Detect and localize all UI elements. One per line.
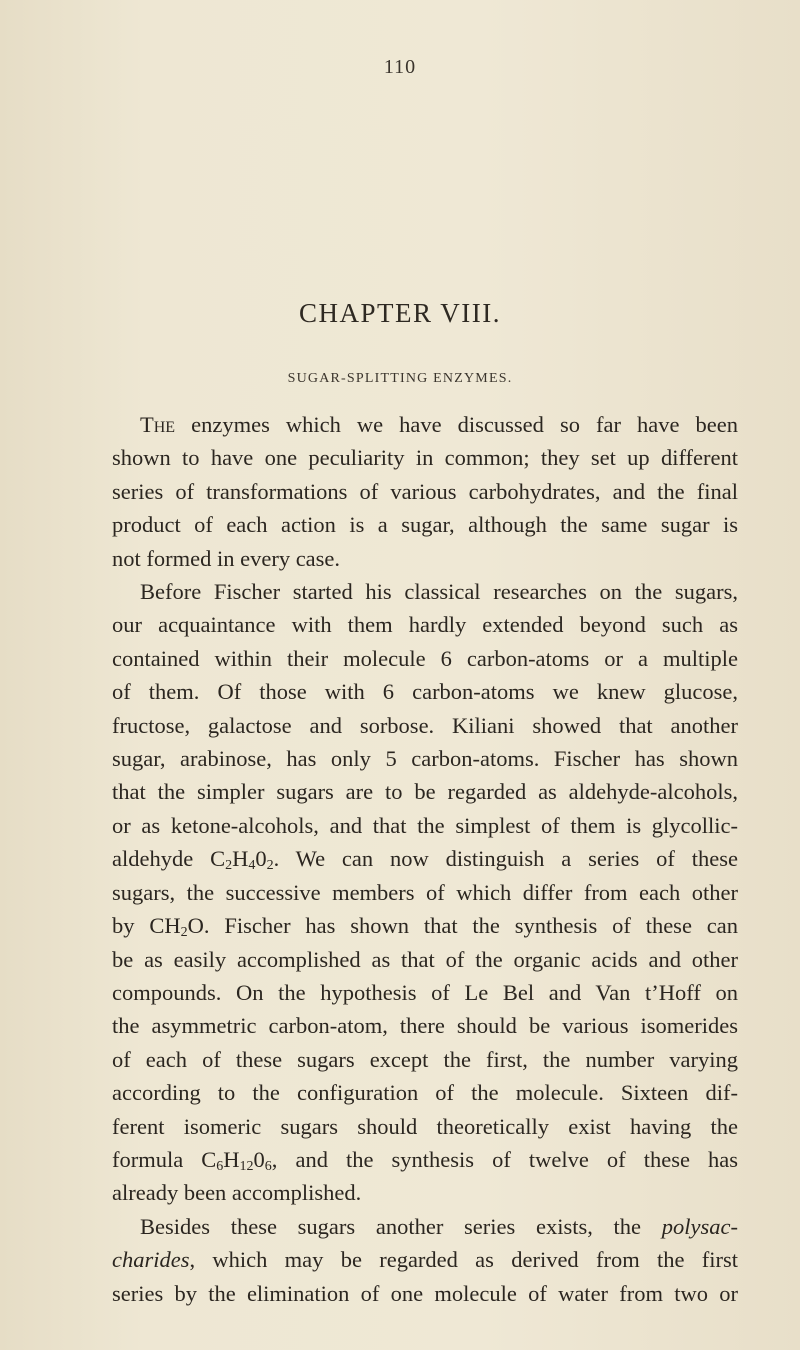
- formula-subscript: 6: [216, 1158, 224, 1174]
- formula-subscript: 12: [239, 1158, 254, 1174]
- text-line: [112, 876, 738, 909]
- text-line: [112, 608, 738, 641]
- formula-subscript: 6: [264, 1158, 272, 1174]
- text-line: [112, 1076, 738, 1109]
- line-text: product of each action is a sugar, although the same sugar is: [112, 512, 738, 538]
- formula-subscript: 4: [248, 858, 256, 874]
- line-text: sugar, arabinose, has only 5 carbon-atoms. Fischer has shown: [112, 746, 738, 772]
- text-line: [112, 1043, 738, 1076]
- text-line: [112, 642, 738, 675]
- text-line: [112, 1243, 738, 1276]
- formula-subscript: 2: [180, 925, 188, 941]
- chapter-title: CHAPTER VIII.: [298, 298, 501, 328]
- page-number: 110: [383, 56, 417, 78]
- line-text: shown to have one peculiarity in common; they set up different: [112, 445, 738, 471]
- line-text: series of transformations of various carbohydrates, and the final: [112, 478, 738, 504]
- lead-word: The: [140, 412, 176, 437]
- line-text: be as easily accomplished as that of the organic acids and other: [112, 946, 738, 972]
- text-line: [112, 775, 738, 808]
- text-line: [112, 742, 738, 775]
- line-text: not formed in every case.: [112, 545, 341, 571]
- line-text: Before Fischer started his classical researches on the sugars,: [140, 579, 738, 605]
- text-line: [112, 1143, 738, 1176]
- text-line: [112, 1277, 738, 1310]
- line-text: formula C: [112, 1146, 217, 1172]
- text-line: [112, 508, 738, 541]
- line-text: Besides these sugars another series exists, the: [140, 1213, 662, 1239]
- text-line: [112, 809, 738, 842]
- formula-symbol: 0: [255, 846, 267, 872]
- formula-subscript: 2: [225, 858, 233, 874]
- line-text: of them. Of those with 6 carbon-atoms we knew glucose,: [112, 679, 738, 705]
- line-text: that the simpler sugars are to be regarded as aldehyde-alcohols,: [112, 779, 738, 805]
- line-text: O. Fischer has shown that the synthesis of these can: [187, 913, 738, 939]
- formula-symbol: H: [232, 846, 249, 872]
- text-line: [112, 709, 738, 742]
- line-text: of each of these sugars except the first, the number varying: [112, 1046, 738, 1072]
- paragraph: [112, 1210, 738, 1310]
- text-line: [112, 1009, 738, 1042]
- formula-symbol: 0: [253, 1146, 265, 1172]
- text-line: [112, 441, 738, 474]
- text-line: [112, 943, 738, 976]
- line-text: according to the configuration of the molecule. Sixteen dif-: [112, 1080, 738, 1106]
- line-text: our acquaintance with them hardly extended beyond such as: [112, 612, 738, 638]
- text-line: [112, 909, 738, 942]
- line-text: , which may be regarded as derived from the first: [189, 1247, 738, 1273]
- italic-term: polysac-: [661, 1213, 738, 1239]
- text-line: [112, 1110, 738, 1143]
- paragraph: [112, 575, 738, 1210]
- line-text: the asymmetric carbon-atom, there should be various isomerides: [112, 1013, 738, 1039]
- line-text: compounds. On the hypothesis of Le Bel and Van t’Hoff on: [112, 979, 738, 1005]
- chapter-subtitle: SUGAR-SPLITTING ENZYMES.: [287, 371, 513, 386]
- text-line: [112, 675, 738, 708]
- line-text: by CH: [112, 913, 181, 939]
- text-line: [112, 842, 738, 875]
- text-line: [112, 542, 738, 575]
- text-line: [112, 976, 738, 1009]
- line-text: aldehyde C: [112, 846, 226, 872]
- formula-symbol: H: [223, 1146, 240, 1172]
- line-text: sugars, the successive members of which differ from each other: [112, 879, 738, 905]
- line-text: contained within their molecule 6 carbon-atoms or a multiple: [112, 645, 738, 671]
- text-line: [112, 408, 738, 441]
- text-line: [112, 1176, 738, 1209]
- line-text: fructose, galactose and sorbose. Kiliani showed that another: [112, 712, 738, 738]
- paragraph: [112, 408, 738, 575]
- line-text: enzymes which we have discussed so far have been: [175, 412, 738, 437]
- text-line: [112, 475, 738, 508]
- line-text: . We can now distinguish a series of these: [273, 846, 738, 872]
- line-text: series by the elimination of one molecule of water from two or: [112, 1280, 738, 1306]
- line-text: ferent isomeric sugars should theoretically exist having the: [112, 1113, 738, 1139]
- line-text: already been accomplished.: [112, 1180, 362, 1206]
- body-text: [112, 408, 738, 1310]
- italic-term: charides: [112, 1247, 190, 1273]
- text-line: [112, 1210, 738, 1243]
- line-text: or as ketone-alcohols, and that the simplest of them is glycollic-: [112, 812, 738, 838]
- line-text: , and the synthesis of twelve of these has: [271, 1146, 739, 1172]
- text-line: [112, 575, 738, 608]
- formula-subscript: 2: [266, 858, 274, 874]
